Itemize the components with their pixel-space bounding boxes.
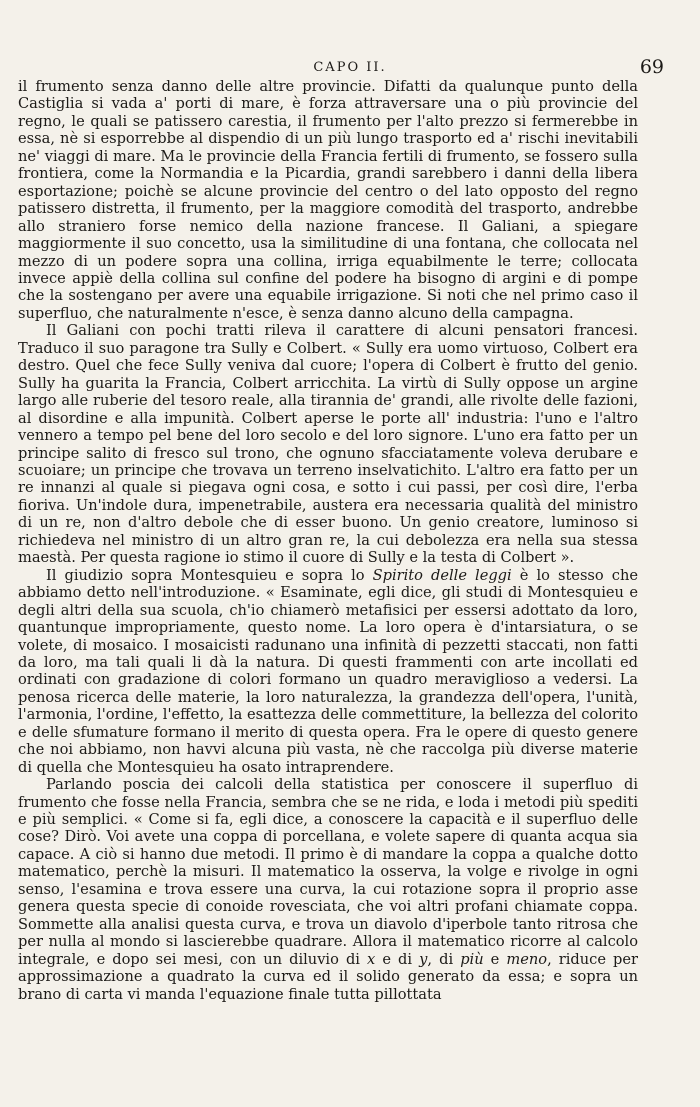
paragraph-3-text-after: è lo stesso che abbiamo detto nell'introduzione. « Esaminate, egli dice, gli studi di Montesquieu e degli altri della sua scuola, ch'io chiamerò metafisici per essersi adottato da loro, quantunque impropriamente, questo nome. La loro opera è d'intarsiatura, o se volete, di mosaico. I mosaicisti radunano una infinità di pezzetti staccati, non fatti da loro, ma tali quali li dà la natura. Di questi frammenti con arte incollati ed ordinati con gradazione di colori formano un quadro meraviglioso a vedersi. La penosa ricerca delle materie, la loro naturalezza, la grandezza dell'opera, l'unità, l'armonia, l'ordine, l'effetto, la esattezza delle commettiture, la bellezza del colorito e delle sfumature formano il merito di questa opera. Fra le opere di questo genere che noi abbiamo, non havvi alcuna più vasta, nè che raccolga più diverse materie di quella che Montesquieu ha osato intraprendere. <box>18 566 638 776</box>
paragraph-4-text-after: , riduce per approssimazione a quadrato la curva ed il solido generato da essa; e sopra un brano di carta vi manda l'equazione finale tutta pillottata <box>18 950 638 1003</box>
italic-y: y <box>419 950 428 968</box>
paragraph-4-mid-1: e di <box>375 950 420 968</box>
paragraph-4-mid-3: e <box>483 950 507 968</box>
paragraph-4 <box>18 776 638 1003</box>
italic-x: x <box>367 950 376 968</box>
paragraph-3 <box>18 567 638 776</box>
paragraph-2: Il Galiani con pochi tratti rileva il carattere di alcuni pensatori francesi. Traduco il suo paragone tra Sully e Colbert. « Sully era uomo virtuoso, Colbert era destro. Quel che fece Sully veniva dal cuore; l'opera di Colbert è frutto del genio. Sully ha guarita la Francia, Colbert arricchita. La virtù di Sully oppose un argine largo alle ruberie del tesoro reale, alla tirannia de' grandi, alle rivolte delle fazioni, al disordine e alla impunità. Colbert aperse le porte all' industria: l'uno e l'altro vennero a tempo pel bene del loro secolo e del loro signore. L'uno era fatto per un principe salito di fresco sul trono, che ognuno sfacciatamente voleva derubare e scuoiare; un principe che trovava un terreno inselvatichito. L'altro era fatto per un re innanzi al quale si piegava ogni cosa, e sotto i cui passi, per così dire, l'erba fioriva. Un'indole dura, impenetrabile, austera era necessaria qualità del ministro di un re, non d'altro debole che di esser buono. Un genio creatore, luminoso si richiedeva nel ministro di un altro gran re, la cui debolezza era nella sua stessa maestà. Per questa ragione io stimo il cuore di Sully e la testa di Colbert ». <box>18 322 638 567</box>
page-number: 69 <box>639 56 664 78</box>
running-title: CAPO II. <box>313 60 387 75</box>
body-text <box>18 78 638 1003</box>
book-title-italic: Spirito delle leggi <box>372 566 512 584</box>
italic-piu: più <box>460 950 484 968</box>
paragraph-4-mid-2: , di <box>427 950 461 968</box>
paragraph-4-text-before: Parlando poscia dei calcoli della statistica per conoscere il superfluo di frumento che fosse nella Francia, sembra che se ne rida, e loda i metodi più spediti e più semplici. « Come si fa, egli dice, a conoscere la capacità e il superfluo delle cose? Dirò. Voi avete una coppa di porcellana, e volete sapere di quanta acqua sia capace. A ciò si hanno due metodi. Il primo è di mandare la coppa a qualche dotto matematico, perchè la misuri. Il matematico la osserva, la volge e rivolge in ogni senso, l'esamina e trova essere una curva, la cui rotazione sopra il proprio asse genera questa specie di conoide rovesciata, che voi altri profani chiamate coppa. Sommette alla analisi questa curva, e trova un diavolo d'iperbole tanto ritrosa che per nulla al mondo si lascierebbe quadrare. Allora il matematico ricorre al calcolo integrale, e dopo sei mesi, con un diluvio di <box>18 776 638 968</box>
italic-meno: meno <box>506 950 548 968</box>
paragraph-3-text-before: Il giudizio sopra Montesquieu e sopra lo <box>46 566 373 584</box>
paragraph-1: il frumento senza danno delle altre provincie. Difatti da qualunque punto della Castiglia si vada a' porti di mare, è forza attraversare una o più provincie del regno, le quali se patissero carestia, il frumento per l'alto prezzo si fermerebbe in essa, nè si esporrebbe al dispendio di un più lungo trasporto ed a' rischi inevitabili ne' viaggi di mare. Ma le provincie della Francia fertili di frumento, se fossero sulla frontiera, come la Normandia e la Picardia, grandi sarebbero i danni della libera esportazione; poichè se alcune provincie del centro o del lato opposto del regno patissero distretta, il frumento, per la maggiore comodità del trasporto, andrebbe allo straniero forse nemico della nazione francese. Il Galiani, a spiegare maggiormente il suo concetto, usa la similitudine di una fontana, che collocata nel mezzo di un podere sopra una collina, irriga equabilmente le terre; collocata invece appiè della collina sul confine del podere ha bisogno di argini e di pompe che la sostengano per avere una equabile irrigazione. Si noti che nel primo caso il superfluo, che naturalmente n'esce, è senza danno alcuno della campagna. <box>18 78 638 322</box>
